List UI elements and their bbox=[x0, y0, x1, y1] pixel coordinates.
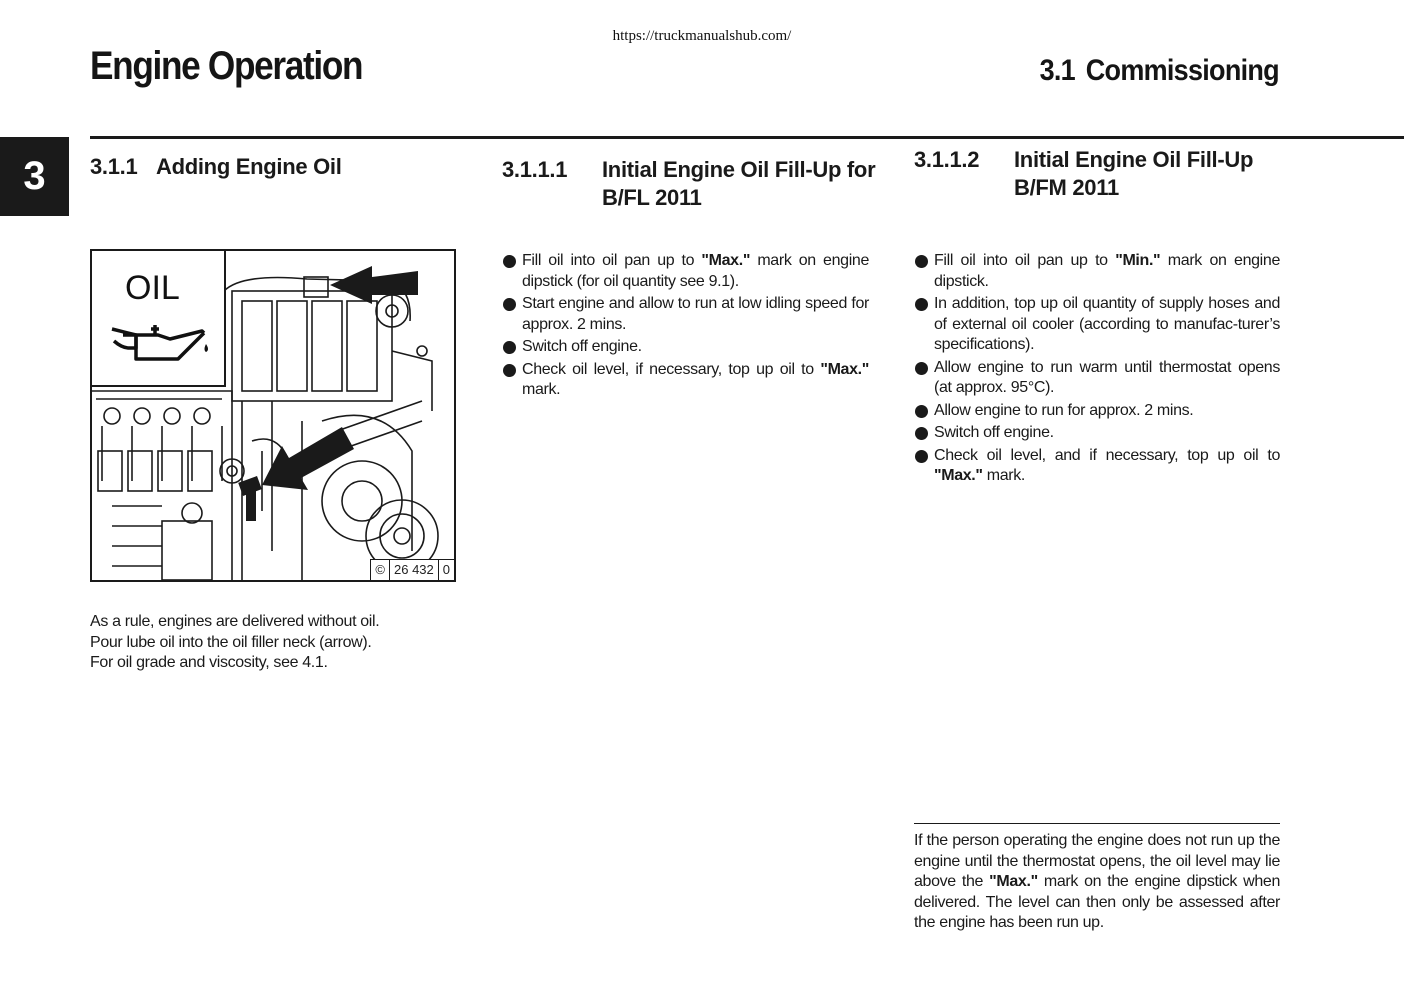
figure-index: 0 bbox=[442, 562, 450, 577]
list-item: Fill oil into oil pan up to "Min." mark on engine dipstick. bbox=[914, 251, 1280, 292]
section-title-text: Commissioning bbox=[1085, 54, 1279, 87]
intro-line: As a rule, engines are delivered without oil. bbox=[90, 613, 380, 630]
list-item: Start engine and allow to run at low idling speed for approx. 2 mins. bbox=[502, 294, 869, 335]
intro-line: Pour lube oil into the oil filler neck (arrow). bbox=[90, 633, 372, 651]
arrow-icon bbox=[330, 266, 418, 304]
figure-number: 26 432 bbox=[390, 560, 439, 580]
section-title bbox=[1040, 54, 1279, 88]
section-number: 3.1 bbox=[1039, 54, 1076, 87]
source-url[interactable]: https://truckmanualshub.com/ bbox=[612, 28, 792, 44]
heading-text: Adding Engine Oil bbox=[156, 154, 342, 179]
oil-can-icon bbox=[92, 251, 224, 385]
bfm-steps-list bbox=[914, 251, 1280, 489]
list-item: Allow engine to run warm until thermostat opens (at approx. 95°C). bbox=[914, 358, 1280, 399]
bfl-steps-list bbox=[502, 251, 869, 403]
list-item: Switch off engine. bbox=[914, 423, 1280, 444]
copyright-mark: © bbox=[371, 560, 390, 580]
intro-line: For oil grade and viscosity, see 4.1. bbox=[90, 654, 328, 671]
list-item: Fill oil into oil pan up to "Max." mark on engine dipstick (for oil quantity see 9.1). bbox=[502, 251, 869, 292]
heading-text: Initial Engine Oil Fill-Up B/FM 2011 bbox=[1014, 147, 1254, 200]
thermostat-note: If the person operating the engine does not run up the engine until the thermostat opens, the oil level may lie above the "Max." mark on the engine dipstick when delivered. The level can then only be assessed after the engine has been run up. bbox=[914, 832, 1280, 931]
page-title: Engine Operation bbox=[90, 44, 363, 88]
list-item: Check oil level, and if necessary, top up oil to "Max." mark. bbox=[914, 446, 1280, 487]
heading-text: Initial Engine Oil Fill-Up for B/FL 2011 bbox=[602, 157, 876, 210]
header-rule bbox=[90, 136, 1404, 139]
arrow-icon bbox=[262, 427, 354, 490]
note-divider bbox=[914, 823, 1280, 824]
list-item: In addition, top up oil quantity of supply hoses and of external oil cooler (according to manufac-turer’s specifications). bbox=[914, 294, 1280, 356]
heading-number: 3.1.1 bbox=[90, 154, 138, 179]
list-item: Check oil level, if necessary, top up oil to "Max." mark. bbox=[502, 360, 869, 401]
heading-bfm-fill-up bbox=[914, 146, 1294, 206]
heading-adding-engine-oil bbox=[90, 153, 450, 183]
chapter-tab: 3 bbox=[0, 137, 69, 216]
intro-paragraph bbox=[90, 612, 450, 674]
heading-number: 3.1.1.1 bbox=[502, 157, 568, 182]
heading-number: 3.1.1.2 bbox=[914, 147, 980, 172]
engine-oil-figure bbox=[90, 249, 456, 582]
heading-bfl-fill-up bbox=[502, 156, 882, 216]
list-item: Allow engine to run for approx. 2 mins. bbox=[914, 401, 1280, 422]
oil-symbol-box bbox=[92, 251, 226, 387]
oil-label: OIL bbox=[125, 269, 180, 307]
figure-reference bbox=[370, 559, 454, 580]
list-item: Switch off engine. bbox=[502, 337, 869, 358]
